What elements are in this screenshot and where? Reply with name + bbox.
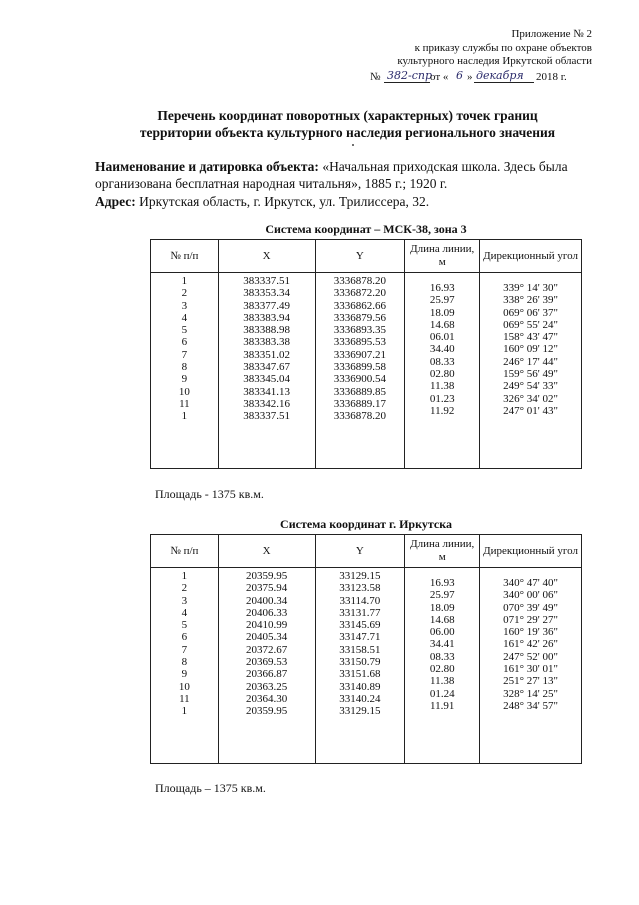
table-cell: 33145.69	[339, 619, 381, 632]
table-cell: 1	[181, 570, 188, 582]
table-cell: 7	[181, 348, 188, 361]
table-cell: 3336899.58	[333, 361, 387, 374]
table-cell: 7	[181, 643, 188, 656]
table-cell: 383347.67	[243, 361, 290, 374]
table-cell: 33140.89	[339, 680, 381, 693]
coordinates-table-irkutsk	[150, 534, 582, 764]
table-cell: 11	[179, 397, 190, 410]
x-column	[218, 273, 315, 469]
table-cell: 328° 14' 25"	[503, 687, 558, 700]
header-length: Длина линии, м	[405, 240, 480, 273]
table-cell: 2	[181, 582, 188, 595]
table-cell: 33140.24	[339, 692, 381, 705]
table-cell: 33158.51	[339, 643, 381, 656]
table-cell: 25.97	[429, 294, 455, 307]
appendix-authority-line: культурного наследия Иркутской области	[397, 55, 592, 67]
appendix-number: Приложение № 2	[511, 28, 592, 40]
table-cell: 248° 34' 57"	[503, 699, 558, 712]
table-cell: 34.41	[429, 638, 455, 651]
table-cell: 20359.95	[246, 705, 288, 718]
object-description	[95, 158, 610, 192]
table-cell: 160° 19' 36"	[503, 626, 558, 639]
table-cell: 070° 39' 49"	[503, 601, 558, 614]
lengths-column	[405, 273, 480, 469]
table-cell: 8	[181, 361, 188, 374]
table-cell: 33114.70	[339, 594, 381, 607]
table-cell: 383377.49	[243, 299, 290, 312]
table-cell: 20363.25	[246, 680, 288, 693]
handwritten-month: декабря	[476, 69, 524, 82]
table-cell: 20366.87	[246, 668, 288, 681]
table-cell: 16.93	[429, 282, 455, 294]
table-cell: 3336893.35	[333, 324, 387, 337]
table-cell: 326° 34' 02"	[503, 392, 558, 405]
table-cell: 20369.53	[246, 656, 288, 669]
table-cell: 14.68	[429, 613, 455, 626]
table-cell: 9	[181, 373, 188, 386]
table-cell: 3336862.66	[333, 299, 387, 312]
y-column	[315, 568, 405, 764]
table-cell: 338° 26' 39"	[503, 294, 558, 307]
table-cell: 161° 42' 26"	[503, 638, 558, 651]
table-cell: 5	[181, 324, 188, 337]
table-cell: 06.00	[429, 626, 455, 639]
table-cell: 34.40	[429, 343, 455, 356]
date-year: 2018 г.	[536, 71, 567, 83]
table-cell: 33131.77	[339, 606, 381, 619]
month-underline	[474, 82, 534, 83]
table-cell: 14.68	[429, 318, 455, 331]
table-cell: 069° 55' 24"	[503, 318, 558, 331]
header-point-no: № п/п	[151, 240, 219, 273]
table-cell: 16.93	[429, 577, 455, 589]
handwritten-number: 382-спр	[387, 69, 432, 82]
table-cell: 2	[181, 287, 188, 300]
table-cell: 11.92	[430, 404, 455, 417]
table-cell: 159° 56' 49"	[503, 368, 558, 381]
table-cell: 20375.94	[246, 582, 288, 595]
number-underline	[384, 82, 430, 83]
address-label: Адрес:	[95, 194, 136, 209]
table-cell: 247° 01' 43"	[503, 404, 558, 417]
title-line-1: Перечень координат поворотных (характерных) точек границ	[157, 108, 538, 123]
table-cell: 6	[181, 336, 188, 349]
header-angle: Дирекционный угол	[480, 535, 582, 568]
table-cell: 18.09	[429, 601, 455, 614]
table-cell: 383341.13	[243, 385, 290, 398]
table1-area: Площадь - 1375 кв.м.	[155, 487, 264, 501]
table-cell: 3336878.20	[333, 410, 387, 423]
table-cell: 08.33	[429, 650, 455, 663]
table-cell: 18.09	[429, 306, 455, 319]
table-cell: 11.38	[430, 675, 455, 688]
table-cell: 383337.51	[243, 275, 290, 287]
table-cell: 339° 14' 30"	[503, 282, 558, 294]
table-cell: 383383.94	[243, 311, 290, 324]
table-cell: 6	[181, 631, 188, 644]
table-cell: 3336895.53	[333, 336, 387, 349]
table-cell: 5	[181, 619, 188, 632]
table-cell: 20364.30	[246, 692, 288, 705]
table-cell: 251° 27' 13"	[503, 675, 558, 688]
table-cell: 3336900.54	[333, 373, 387, 386]
coordinates-table-msk38	[150, 239, 582, 469]
object-name-value: «Начальная приходская школа. Здесь была организована бесплатная народная читальня», 1885 г.; 1920 г.	[95, 159, 568, 191]
table-cell: 383383.38	[243, 336, 290, 349]
table2-caption: Система координат г. Иркутска	[280, 517, 452, 531]
table-header-row	[151, 240, 582, 273]
table-cell: 3	[181, 299, 188, 312]
table-cell: 33151.68	[339, 668, 381, 681]
table-cell: 06.01	[429, 331, 455, 344]
table-cell: 383353.34	[243, 287, 290, 300]
table-cell: 4	[181, 311, 188, 324]
object-address	[95, 193, 610, 210]
table-cell: 3336907.21	[333, 348, 387, 361]
header-length: Длина линии, м	[405, 535, 480, 568]
table-cell: 247° 52' 00"	[503, 650, 558, 663]
table-cell: 33147.71	[339, 631, 381, 644]
table-cell: 340° 00' 06"	[503, 589, 558, 602]
table-cell: 20359.95	[246, 570, 288, 582]
order-number-line	[370, 69, 592, 85]
points-column	[151, 273, 219, 469]
table-cell: 20406.33	[246, 606, 288, 619]
table-cell: 10	[178, 680, 190, 693]
appendix-order-line: к приказу службы по охране объектов	[414, 41, 592, 54]
table-cell: 340° 47' 40"	[503, 577, 558, 589]
x-column	[218, 568, 315, 764]
table-cell: 383342.16	[243, 397, 290, 410]
table-cell: 1	[181, 410, 188, 423]
table-cell: 1	[181, 705, 188, 718]
object-name-label: Наименование и датировка объекта:	[95, 159, 319, 174]
angles-column	[480, 273, 582, 469]
table-cell: 9	[181, 668, 188, 681]
table-header-row	[151, 535, 582, 568]
table-body-row	[151, 568, 582, 764]
table-cell: 383345.04	[243, 373, 290, 386]
table-cell: 069° 06' 37"	[503, 306, 558, 319]
table-cell: 20372.67	[246, 643, 288, 656]
y-column	[315, 273, 405, 469]
table-cell: 33129.15	[339, 705, 381, 718]
angles-column	[480, 568, 582, 764]
table-cell: 249° 54' 33"	[503, 380, 558, 393]
address-value: Иркутская область, г. Иркутск, ул. Трилиссера, 32.	[139, 194, 430, 209]
table-cell: 02.80	[429, 663, 455, 676]
table-cell: 01.23	[429, 392, 455, 405]
date-close-quote: »	[467, 71, 473, 83]
table-cell: 33129.15	[339, 570, 381, 582]
table-cell: 383388.98	[243, 324, 290, 337]
table-cell: 10	[178, 385, 190, 398]
table-cell: 383337.51	[243, 410, 290, 423]
table-cell: 246° 17' 44"	[503, 355, 558, 368]
table-cell: 11.91	[430, 699, 455, 712]
table-cell: 160° 09' 12"	[503, 343, 558, 356]
table-cell: 161° 30' 01"	[503, 663, 558, 676]
number-label: №	[370, 71, 381, 83]
table-cell: 11	[179, 692, 190, 705]
lengths-column	[405, 568, 480, 764]
table-cell: 3336879.56	[333, 311, 387, 324]
header-point-no: № п/п	[151, 535, 219, 568]
table-cell: 33123.58	[339, 582, 381, 595]
table-cell: 4	[181, 606, 188, 619]
header-x: X	[218, 535, 315, 568]
table-cell: 33150.79	[339, 656, 381, 669]
title-line-2: территории объекта культурного наследия регионального значения	[139, 125, 556, 140]
table-cell: 3	[181, 594, 188, 607]
table-cell: 20400.34	[246, 594, 288, 607]
table-cell: 383351.02	[243, 348, 290, 361]
document-title	[60, 107, 635, 141]
table-cell: 02.80	[429, 368, 455, 381]
header-angle: Дирекционный угол	[480, 240, 582, 273]
table-cell: 071° 29' 27"	[503, 613, 558, 626]
table-cell: 3336872.20	[333, 287, 387, 300]
stray-dot	[352, 144, 354, 146]
table-cell: 3336878.20	[333, 275, 387, 287]
table-cell: 3336889.85	[333, 385, 387, 398]
header-x: X	[218, 240, 315, 273]
table-cell: 08.33	[429, 355, 455, 368]
table-cell: 1	[181, 275, 188, 287]
table-cell: 20405.34	[246, 631, 288, 644]
header-y: Y	[315, 240, 405, 273]
appendix-header	[397, 28, 592, 69]
table2-area: Площадь – 1375 кв.м.	[155, 781, 266, 795]
handwritten-day: 6	[456, 69, 463, 82]
table1-caption: Система координат – МСК-38, зона 3	[265, 222, 467, 236]
table-cell: 11.38	[430, 380, 455, 393]
table-cell: 20410.99	[246, 619, 288, 632]
header-y: Y	[315, 535, 405, 568]
table-cell: 3336889.17	[333, 397, 387, 410]
table-body-row	[151, 273, 582, 469]
date-from-label: от «	[430, 71, 449, 83]
table-cell: 8	[181, 656, 188, 669]
table-cell: 25.97	[429, 589, 455, 602]
table-cell: 01.24	[429, 687, 455, 700]
table-cell: 158° 43' 47"	[503, 331, 558, 344]
points-column	[151, 568, 219, 764]
